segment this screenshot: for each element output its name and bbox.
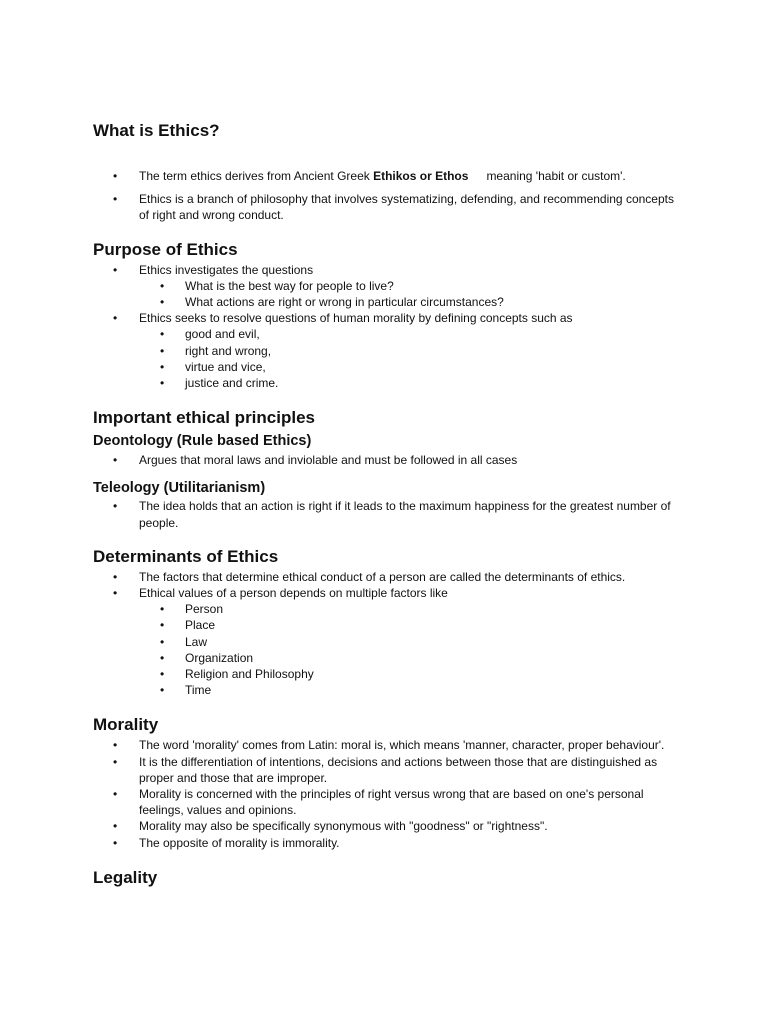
text-fragment: meaning 'habit or custom'.: [486, 169, 626, 183]
list-deontology: [93, 452, 683, 468]
list-item: • virtue and vice,: [93, 359, 683, 375]
list-purpose-2: [93, 310, 683, 326]
list-item: [93, 168, 683, 184]
list-determinants: [93, 569, 683, 601]
list-morality: [93, 737, 683, 850]
heading-morality: Morality: [93, 715, 159, 735]
document-page: [93, 122, 683, 886]
list-purpose: [93, 262, 683, 278]
list-item: • Organization: [93, 650, 683, 666]
list-item: • Law: [93, 634, 683, 650]
bold-term: Ethikos or Ethos: [373, 169, 469, 183]
list-teleology: [93, 498, 683, 530]
list-item: • right and wrong,: [93, 343, 683, 359]
list-item: • Religion and Philosophy: [93, 666, 683, 682]
list-item: • Time: [93, 682, 683, 698]
list-item: • Place: [93, 617, 683, 633]
list-item: • Ethics investigates the questions: [93, 262, 683, 278]
list-item: • The word 'morality' comes from Latin: moral is, which means 'manner, character, proper behaviour'.: [93, 737, 683, 753]
heading-important-principles: Important ethical principles: [93, 408, 315, 428]
list-item: • Ethics is a branch of philosophy that involves systematizing, defending, and recommending concepts of right and wrong conduct.: [93, 191, 683, 223]
list-item: • justice and crime.: [93, 375, 683, 391]
list-item: • Ethical values of a person depends on multiple factors like: [93, 585, 683, 601]
heading-what-is-ethics: What is Ethics?: [93, 121, 220, 140]
list-item: • What is the best way for people to live?: [93, 278, 683, 294]
heading-legality: Legality: [93, 867, 158, 887]
list-item: • The opposite of morality is immorality.: [93, 835, 683, 851]
sublist-factors: [93, 601, 683, 698]
list-item: • What actions are right or wrong in particular circumstances?: [93, 294, 683, 310]
text-fragment: The term ethics derives from Ancient Greek: [139, 169, 374, 183]
list-item: • good and evil,: [93, 326, 683, 342]
list-item: • The idea holds that an action is right if it leads to the maximum happiness for the greatest number of people.: [93, 498, 683, 530]
list-what-is-ethics: [93, 168, 683, 224]
heading-teleology: Teleology (Utilitarianism): [93, 479, 266, 496]
heading-purpose-of-ethics: Purpose of Ethics: [93, 239, 238, 259]
heading-deontology: Deontology (Rule based Ethics): [93, 433, 312, 450]
heading-determinants: Determinants of Ethics: [93, 546, 279, 566]
sublist-concepts: [93, 326, 683, 391]
list-item: • The factors that determine ethical conduct of a person are called the determinants of ethics.: [93, 569, 683, 585]
list-item: • Morality may also be specifically synonymous with "goodness" or "rightness".: [93, 818, 683, 834]
list-item: • Morality is concerned with the principles of right versus wrong that are based on one's personal feelings, values and opinions.: [93, 786, 683, 818]
list-item: • Argues that moral laws and inviolable and must be followed in all cases: [93, 452, 683, 468]
list-item: • It is the differentiation of intentions, decisions and actions between those that are distinguished as proper and those that are improper.: [93, 754, 683, 786]
sublist-questions: [93, 278, 683, 310]
list-item: • Ethics seeks to resolve questions of human morality by defining concepts such as: [93, 310, 683, 326]
list-item: • Person: [93, 601, 683, 617]
